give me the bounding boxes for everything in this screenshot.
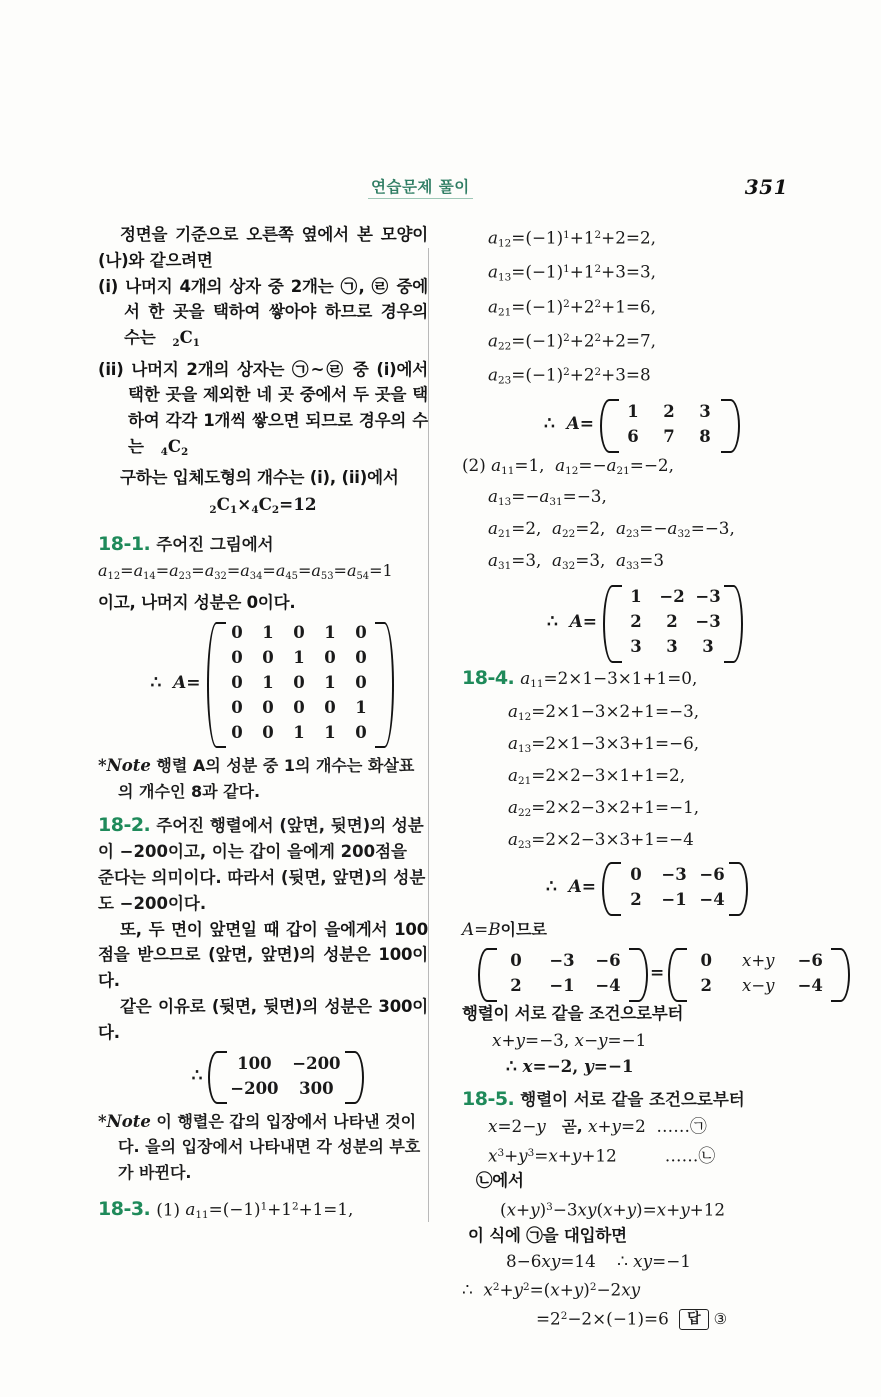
- section-18-5-line7: ∴ $x^2+y^2=(x+y)^2-2xy$: [462, 1279, 641, 1300]
- section-18-1-heading: [98, 532, 428, 558]
- matrix-equation-left: [476, 947, 648, 999]
- section-18-4-heading: [462, 666, 792, 698]
- matrix-18-1: [205, 619, 394, 746]
- section-18-3-heading: [98, 1195, 428, 1229]
- page-number: 351: [744, 175, 788, 199]
- section-18-2-para3: 같은 이유로 (뒷면, 뒷면)의 성분은 300이다.: [98, 996, 428, 1042]
- matrix-row: [223, 1051, 347, 1076]
- section-18-2-para2: 또, 두 면이 앞면일 때 갑이 을에게서 100점을 받으므로 (앞면, 앞면)의 성분은 100이다.: [98, 919, 428, 991]
- matrix-cell: −3: [661, 865, 687, 885]
- section-18-5-line6: 8−6xy=14 ∴ xy=−1: [506, 1251, 691, 1272]
- eq2-a31: $a_{31}=3$, $a_{32}=3$, $a_{33}=3$: [488, 550, 665, 573]
- intro-item-ii-text: (ii) 나머지 2개의 상자는 ㉠~㉣ 중 (i)에서 택한 곳을 제외한 네 곳 중에서 두 곳을 택하여 각각 1개씩 쌓으면 되므로 경우의 수는: [98, 359, 428, 456]
- matrix-18-3-1: [598, 398, 740, 450]
- matrix-18-2: [206, 1050, 364, 1102]
- note-text: 이 행렬은 갑의 입장에서 나타낸 것이다. 을의 입장에서 나타내면 각 성분의 부호가 바뀐다.: [118, 1111, 421, 1182]
- eq4-a12: $a_{12}=2\times 1-3\times 2+1=-3$,: [508, 700, 700, 723]
- equality-suffix: 이므로: [500, 920, 547, 940]
- intro-item-ii: [98, 357, 428, 466]
- section-18-5-line1: x=2−y 곧, x+y=2 ……㉠: [488, 1116, 707, 1137]
- matrix-cell: 1: [324, 723, 336, 743]
- matrix-row: [618, 584, 726, 609]
- section-18-1-text: 주어진 그림에서: [156, 535, 274, 554]
- matrix-18-4-wrapper: [462, 861, 792, 913]
- section-18-5-text: 행렬이 서로 같을 조건으로부터: [520, 1090, 745, 1110]
- matrix-18-2-wrapper: [98, 1050, 428, 1102]
- matrix-cell: x+y: [742, 951, 775, 971]
- column-divider: [428, 248, 429, 1222]
- matrix-cell: −6: [699, 865, 725, 885]
- matrix-row: [617, 862, 731, 887]
- paren-right: [735, 861, 748, 913]
- section-18-5-number: 18-5.: [462, 1088, 515, 1111]
- matrix-18-3-1-lead: ∴ A=: [543, 413, 595, 434]
- matrix-cell: 0: [231, 623, 243, 643]
- matrix-cell: 0: [324, 698, 336, 718]
- matrix-cell: −6: [595, 951, 621, 971]
- note-label: *Note: [98, 1111, 151, 1131]
- section-18-5-line5: 이 식에 ㉠을 대입하면: [468, 1225, 627, 1245]
- matrix-row: [618, 634, 726, 659]
- note-text: 행렬 A의 성분 중 1의 개수는 화살표의 개수인 8과 같다.: [118, 756, 415, 801]
- solution-line1: x+y=−3, x−y=−1: [492, 1030, 647, 1051]
- matrix-cell: −1: [549, 976, 575, 996]
- matrix-cell: −3: [695, 612, 721, 632]
- intro-line1: 정면을 기준으로 오른쪽 옆에서 본 모양이 (나)와 같으려면: [98, 225, 428, 270]
- eq-a12: $a_{12}=(-1)^1+1^2+2=2$,: [488, 227, 656, 250]
- matrix-cell: 3: [630, 637, 642, 657]
- right-column: [462, 222, 823, 1332]
- section-18-5-line2: $x^3+y^3=x+y+12$ ……㉡: [488, 1145, 716, 1166]
- matrix-18-4-lead: ∴ A=: [545, 877, 597, 898]
- paren-left: [476, 947, 489, 999]
- matrix-cell: −200: [292, 1053, 341, 1073]
- section-18-1-number: 18-1.: [98, 533, 151, 555]
- section-18-3-number: 18-3.: [98, 1198, 151, 1221]
- matrix-18-3-2-lead: ∴ A=: [546, 611, 598, 632]
- note-label: *Note: [98, 756, 151, 776]
- matrix-row: [222, 670, 377, 695]
- section-18-4-number: 18-4.: [462, 667, 515, 690]
- eq4-a13: $a_{13}=2\times 1-3\times 3+1=-6$,: [508, 732, 700, 755]
- paren-right: [381, 619, 394, 746]
- matrix-cell: 7: [663, 426, 675, 446]
- matrix-18-4: [600, 861, 748, 913]
- matrix-row: [493, 948, 631, 973]
- matrix-cell: 0: [355, 648, 367, 668]
- matrix-row: [222, 720, 377, 745]
- matrix-cell: 8: [699, 426, 711, 446]
- matrix-cell: −4: [699, 890, 725, 910]
- section-18-1-given: $a_{12}=a_{14}=a_{23}=a_{32}=a_{34}=a_{45}=a_{53}=a_{54}=1$: [98, 560, 393, 582]
- matrix-cell: 0: [231, 698, 243, 718]
- matrix-cell: −3: [549, 951, 575, 971]
- matrix-cell: 2: [510, 976, 522, 996]
- matrix-row: [683, 948, 833, 973]
- matrix-cell: 1: [293, 648, 305, 668]
- matrix-cell: 0: [324, 648, 336, 668]
- matrix-cell: 6: [627, 426, 639, 446]
- eq-a22: $a_{22}=(-1)^2+2^2+2=7$,: [488, 330, 656, 353]
- matrix-row: [617, 887, 731, 912]
- eq2-a13: $a_{13}=-a_{31}=-3$,: [488, 486, 607, 509]
- eq4-a22: $a_{22}=2\times 2-3\times 2+1=-1$,: [508, 796, 700, 819]
- matrix-cell: 2: [630, 612, 642, 632]
- eq4-a23: $a_{23}=2\times 2-3\times 3+1=-4$: [508, 828, 694, 851]
- matrix-cell: −6: [797, 951, 823, 971]
- section-18-5-line8: $=2^2-2\times(-1)=6$ 답 ③: [462, 1303, 792, 1332]
- matrix-cell: 1: [262, 673, 274, 693]
- section-18-5-line4: $(x+y)^3-3xy(x+y)=x+y+12$: [500, 1199, 726, 1220]
- eq4-a11: $a_{11}=2\times 1-3\times 1+1=0$,: [520, 668, 698, 691]
- matrix-18-3-2: [601, 583, 743, 660]
- paren-left: [666, 947, 679, 999]
- matrix-cell: 0: [355, 723, 367, 743]
- matrix-cell: 3: [666, 637, 678, 657]
- matrix-cell: 1: [324, 623, 336, 643]
- matrix-cell: 0: [262, 648, 274, 668]
- matrix-row: [222, 620, 377, 645]
- eq-a23: $a_{23}=(-1)^2+2^2+3=8$: [488, 364, 651, 387]
- matrix-row: [223, 1076, 347, 1101]
- eq4-a21: $a_{21}=2\times 2-3\times 1+1=2$,: [508, 764, 686, 787]
- matrix-cell: 0: [231, 723, 243, 743]
- intro-conclusion-math: $_2C_1\times_4C_2=12$: [209, 494, 317, 516]
- left-column: [98, 222, 428, 1229]
- eq-a13: $a_{13}=(-1)^1+1^2+3=3$,: [488, 261, 656, 284]
- paren-right: [635, 947, 648, 999]
- matrix-row: [493, 973, 631, 998]
- section-18-3-part1-label: (1): [156, 1199, 181, 1220]
- matrix-cell: 0: [293, 698, 305, 718]
- matrix-cell: 1: [627, 401, 639, 421]
- matrix-cell: 0: [293, 623, 305, 643]
- matrix-cell: 0: [262, 723, 274, 743]
- section-18-3-part2-label: (2): [462, 454, 486, 475]
- matrix-cell: 100: [237, 1053, 272, 1073]
- matrix-cell: 0: [700, 951, 712, 971]
- section-18-2-number: 18-2.: [98, 814, 151, 837]
- matrix-cell: 2: [666, 612, 678, 632]
- line1-mid-word: 곧,: [561, 1118, 583, 1137]
- matrix-cell: 0: [262, 698, 274, 718]
- equals-sign: =: [650, 963, 665, 984]
- section-18-5-heading: [462, 1087, 792, 1113]
- matrix-cell: 1: [630, 587, 642, 607]
- matrix-row: [222, 695, 377, 720]
- equality-text: A=B이므로: [462, 919, 547, 940]
- matrix-18-1-lead: ∴ A=: [150, 672, 201, 693]
- matrix-cell: 0: [355, 673, 367, 693]
- matrix-cell: −200: [230, 1078, 279, 1098]
- matrix-cell: 300: [299, 1078, 334, 1098]
- matrix-cell: 2: [663, 401, 675, 421]
- matrix-row: [615, 399, 723, 424]
- matrix-cell: −3: [695, 587, 721, 607]
- matrix-equation-right: [666, 947, 850, 999]
- matrix-cell: −4: [595, 976, 621, 996]
- matrix-cell: −4: [797, 976, 823, 996]
- matrix-cell: 1: [262, 623, 274, 643]
- matrix-row: [683, 973, 833, 998]
- matrix-18-3-1-wrapper: [462, 398, 792, 450]
- intro-item-i-text: (i) 나머지 4개의 상자 중 2개는 ㉠, ㉣ 중에서 한 곳을 택하여 쌓아야 하므로 경우의 수는: [98, 276, 428, 348]
- paren-right: [351, 1050, 364, 1102]
- paren-left: [205, 619, 218, 746]
- matrix-18-3-2-wrapper: [462, 583, 792, 660]
- intro-item-i: [98, 274, 428, 357]
- intro-item-i-math: $_2C_1$: [172, 328, 200, 350]
- paren-left: [600, 861, 613, 913]
- eq2-a21: $a_{21}=2$, $a_{22}=2$, $a_{23}=-a_{32}=-3$,: [488, 518, 735, 541]
- running-head-title: 연습문제 풀이: [368, 178, 473, 199]
- paren-right: [730, 583, 743, 660]
- matrix-cell: 1: [324, 673, 336, 693]
- section-18-3-first-eq: $a_{11}=(-1)^1+1^2+1=1$,: [185, 1199, 354, 1222]
- matrix-cell: 3: [699, 401, 711, 421]
- matrix-18-1-wrapper: [98, 619, 428, 746]
- section-18-5-line3: ㉡에서: [476, 1171, 524, 1191]
- matrix-cell: 0: [630, 865, 642, 885]
- eq-a21: $a_{21}=(-1)^2+2^2+1=6$,: [488, 296, 656, 318]
- matrix-18-2-lead: ∴: [191, 1065, 203, 1086]
- matrix-cell: 3: [702, 637, 714, 657]
- matrix-cell: 0: [293, 673, 305, 693]
- paren-left: [206, 1050, 219, 1102]
- matrix-cell: x−y: [742, 976, 775, 996]
- answer-box: 답: [679, 1309, 709, 1330]
- matrix-cell: 2: [630, 890, 642, 910]
- paren-right: [727, 398, 740, 450]
- matrix-row: [615, 424, 723, 449]
- line1-ref: ……㉠: [656, 1116, 707, 1137]
- matrix-cell: 2: [700, 976, 712, 996]
- intro-item-ii-math: $_4C_2$: [160, 436, 189, 458]
- line2-ref: ……㉡: [664, 1145, 716, 1166]
- matrix-cell: −1: [661, 890, 687, 910]
- solution-line2: ∴ x=−2, y=−1: [506, 1056, 634, 1077]
- section-18-2-para1: 주어진 행렬에서 (앞면, 뒷면)의 성분이 −200이고, 이는 갑이 을에게 200점을 준다는 의미이다. 따라서 (뒷면, 앞면)의 성분도 −200이다.: [98, 816, 426, 913]
- condition-text: 행렬이 서로 같을 조건으로부터: [462, 1004, 684, 1024]
- matrix-equation-wrapper: [462, 947, 823, 999]
- matrix-cell: −2: [659, 587, 685, 607]
- answer-value: ③: [713, 1310, 728, 1329]
- matrix-cell: 1: [355, 698, 367, 718]
- matrix-cell: 0: [231, 648, 243, 668]
- paren-left: [601, 583, 614, 660]
- matrix-cell: 0: [231, 673, 243, 693]
- matrix-row: [222, 645, 377, 670]
- intro-conclusion: 구하는 입체도형의 개수는 (i), (ii)에서: [120, 468, 399, 488]
- note-18-2: [98, 1109, 428, 1186]
- section-18-1-given-tail: 이고, 나머지 성분은 0이다.: [98, 592, 296, 612]
- matrix-cell: 0: [355, 623, 367, 643]
- matrix-row: [618, 609, 726, 634]
- section-18-2-heading: [98, 813, 428, 916]
- matrix-cell: 0: [510, 951, 522, 971]
- running-head: [0, 175, 881, 204]
- matrix-cell: 1: [293, 723, 305, 743]
- paren-left: [598, 398, 611, 450]
- paren-right: [837, 947, 850, 999]
- section-18-3-part2: (2) $a_{11}=1$, $a_{12}=-a_{21}=-2$,: [462, 454, 674, 477]
- note-18-1: [98, 753, 428, 804]
